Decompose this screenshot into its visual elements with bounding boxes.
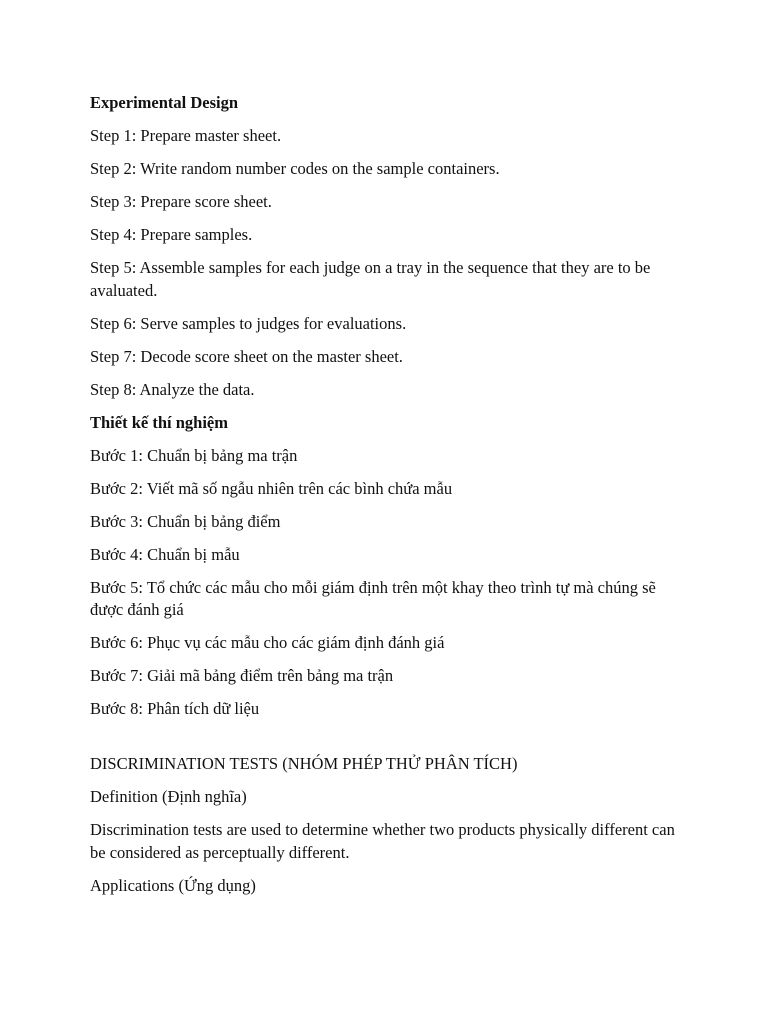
step-en-1: Step 1: Prepare master sheet. bbox=[90, 126, 282, 145]
heading-thiet-ke-thi-nghiem: Thiết kế thí nghiệm bbox=[90, 412, 228, 432]
discrimination-tests-title: DISCRIMINATION TESTS (NHÓM PHÉP THỬ PHÂN TÍCH) bbox=[90, 754, 518, 773]
blank-line bbox=[90, 731, 690, 753]
step-en-8: Step 8: Analyze the data. bbox=[90, 379, 255, 399]
step-vi-6: Bước 6: Phục vụ các mẫu cho các giám định đánh giá bbox=[90, 633, 445, 652]
step-en-7: Step 7: Decode score sheet on the master sheet. bbox=[90, 346, 403, 366]
document-page bbox=[90, 92, 690, 908]
step-vi-8: Bước 8: Phân tích dữ liệu bbox=[90, 699, 260, 718]
applications-label: Applications (Ứng dụng) bbox=[90, 875, 256, 895]
step-vi-1: Bước 1: Chuẩn bị bảng ma trận bbox=[90, 445, 298, 465]
step-en-3: Step 3: Prepare score sheet. bbox=[90, 192, 272, 211]
step-vi-2: Bước 2: Viết mã số ngẫu nhiên trên các bình chứa mẫu bbox=[90, 478, 453, 498]
definition-text: Discrimination tests are used to determine whether two products physically different can be considered as perceptually different. bbox=[90, 820, 675, 862]
step-en-4: Step 4: Prepare samples. bbox=[90, 225, 253, 244]
heading-experimental-design: Experimental Design bbox=[90, 93, 239, 112]
step-en-6: Step 6: Serve samples to judges for evaluations. bbox=[90, 313, 407, 333]
step-en-2: Step 2: Write random number codes on the sample containers. bbox=[90, 159, 500, 178]
step-en-5: Step 5: Assemble samples for each judge on a tray in the sequence that they are to be avaluated. bbox=[90, 258, 651, 300]
step-vi-3: Bước 3: Chuẩn bị bảng điểm bbox=[90, 511, 281, 531]
step-vi-7: Bước 7: Giải mã bảng điểm trên bảng ma trận bbox=[90, 666, 394, 685]
definition-label: Definition (Định nghĩa) bbox=[90, 787, 247, 806]
step-vi-4: Bước 4: Chuẩn bị mẫu bbox=[90, 544, 240, 564]
step-vi-5: Bước 5: Tổ chức các mẫu cho mỗi giám định trên một khay theo trình tự mà chúng sẽ được đánh giá bbox=[90, 577, 656, 619]
